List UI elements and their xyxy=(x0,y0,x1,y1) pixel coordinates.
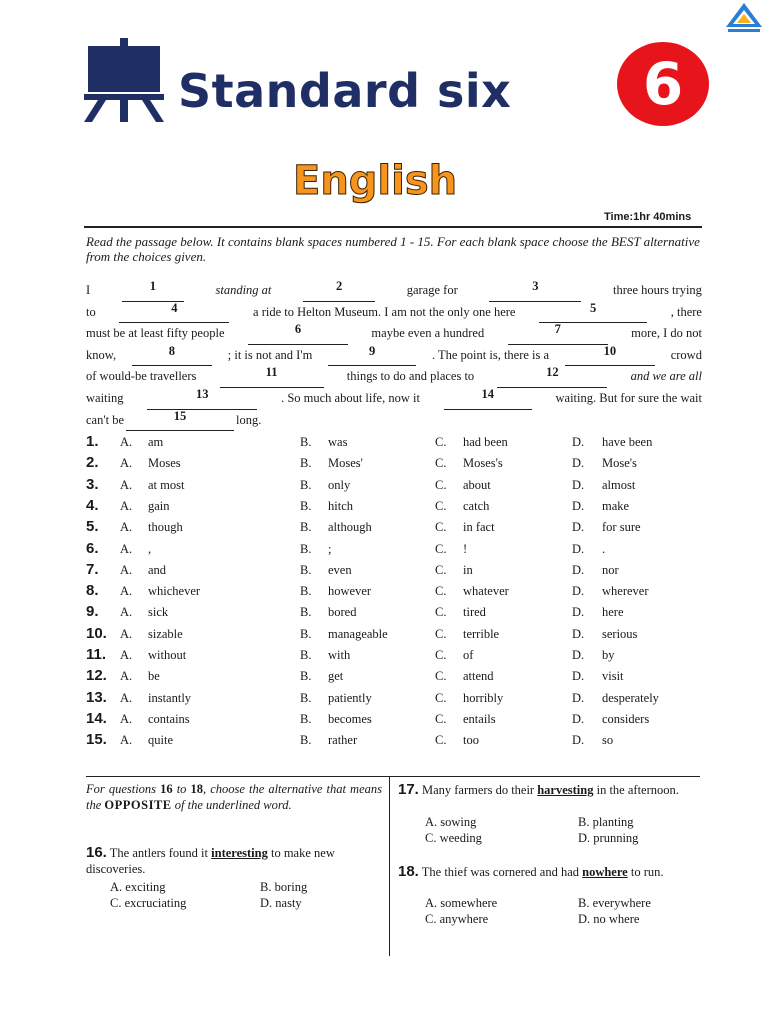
option-letter-c: C. xyxy=(435,733,447,748)
passage-instructions: Read the passage below. It contains blank spaces numbered 1 - 15. For each blank space choose the BEST alternative from the choices given. xyxy=(86,234,700,264)
passage-line: waiting 13 . So much about life, now it 14 waiting. But for sure the wait xyxy=(86,388,702,410)
question-number: 9. xyxy=(86,603,99,621)
header-divider xyxy=(84,226,702,228)
q18-option-b: B. everywhere xyxy=(578,896,651,910)
option-letter-c: C. xyxy=(435,648,447,662)
blank-6: 6 xyxy=(248,323,348,345)
blank-7: 7 xyxy=(508,323,608,345)
underlined-word: interesting xyxy=(211,846,268,860)
passage-line: to 4 a ride to Helton Museum. I am not the only one here 5 , there xyxy=(86,302,702,324)
option-c: whatever xyxy=(463,584,509,599)
option-d: serious xyxy=(602,626,638,641)
blackboard-easel-icon xyxy=(84,38,164,122)
subject-title: English xyxy=(293,158,458,204)
grade-badge xyxy=(613,38,713,130)
blank-2: 2 xyxy=(303,280,375,302)
option-d: for sure xyxy=(602,520,641,535)
option-letter-b: B. xyxy=(300,498,312,513)
option-letter-d: D. xyxy=(572,456,585,471)
q17-option-d: D. prunning xyxy=(578,831,639,845)
blank-3: 3 xyxy=(489,280,581,302)
q18-option-d: D. no where xyxy=(578,912,640,926)
option-b: bored xyxy=(328,605,357,620)
passage-line: must be at least fifty people 6 maybe even a hundred 7 more, I do not xyxy=(86,323,702,345)
option-letter-a: A. xyxy=(120,733,133,748)
option-c: in fact xyxy=(463,520,495,535)
question-number: 4. xyxy=(86,496,99,514)
question-number: 12. xyxy=(86,667,107,685)
question-row xyxy=(86,560,696,584)
blank-13: 13 xyxy=(147,388,257,410)
option-letter-a: A. xyxy=(120,584,133,599)
underlined-word: nowhere xyxy=(582,865,628,879)
question-row xyxy=(86,669,696,690)
question-number: 7. xyxy=(86,560,99,578)
option-letter-b: B. xyxy=(300,711,312,726)
option-a: instantly xyxy=(148,690,192,705)
question-row xyxy=(86,605,696,626)
blank-9: 9 xyxy=(328,345,416,367)
option-letter-d: D. xyxy=(572,733,585,748)
option-letter-d: D. xyxy=(572,690,585,705)
q17-option-a: A. sowing xyxy=(425,815,477,829)
question-row xyxy=(86,648,696,669)
question-row xyxy=(86,496,696,520)
option-d: . xyxy=(602,541,606,556)
question-row xyxy=(86,624,696,648)
option-c: Moses's xyxy=(463,456,503,471)
option-letter-d: D. xyxy=(572,541,585,556)
q16-option-a: A. exciting xyxy=(110,880,166,894)
option-letter-c: C. xyxy=(435,498,447,513)
option-letter-d: D. xyxy=(572,626,585,641)
question-number: 3. xyxy=(86,475,99,493)
option-letter-a: A. xyxy=(120,456,133,471)
option-letter-d: D. xyxy=(572,711,585,726)
question-number: 13. xyxy=(86,688,107,706)
question-number: 6. xyxy=(86,539,99,557)
passage-line: can't be 15 long. xyxy=(86,410,702,432)
option-a: sizable xyxy=(148,626,183,641)
option-letter-a: A. xyxy=(120,711,133,726)
blank-8: 8 xyxy=(132,345,212,367)
option-c: ! xyxy=(463,541,468,556)
option-letter-d: D. xyxy=(572,520,585,535)
option-b: with xyxy=(328,648,351,662)
question-row xyxy=(86,584,696,605)
option-b: only xyxy=(328,477,351,492)
option-letter-a: A. xyxy=(120,626,133,641)
time-allowed: Time:1hr 40mins xyxy=(604,211,692,223)
section-divider xyxy=(86,776,700,777)
question-number: 2. xyxy=(86,454,99,472)
option-b: ; xyxy=(328,541,332,556)
option-letter-c: C. xyxy=(435,520,447,535)
option-c: entails xyxy=(463,711,496,726)
option-b: get xyxy=(328,669,344,684)
option-d: visit xyxy=(602,669,624,684)
option-letter-a: A. xyxy=(120,669,133,684)
q16-option-c: C. excruciating xyxy=(110,896,187,910)
option-c: had been xyxy=(463,435,508,449)
option-a: without xyxy=(148,648,187,662)
option-b: even xyxy=(328,562,352,577)
option-c: horribly xyxy=(463,690,504,705)
passage-line: I 1 standing at 2 garage for 3 three hours trying xyxy=(86,280,702,302)
option-letter-b: B. xyxy=(300,648,312,662)
option-letter-a: A. xyxy=(120,562,133,577)
question-number: 5. xyxy=(86,518,99,536)
blank-14: 14 xyxy=(444,388,532,410)
question-row xyxy=(86,456,696,477)
question-17: 17. Many farmers do their harvesting in the afternoon. xyxy=(398,781,679,798)
q17-option-b: B. planting xyxy=(578,815,634,829)
option-d: considers xyxy=(602,711,650,726)
option-c: in xyxy=(463,562,473,577)
question-row xyxy=(86,435,696,456)
option-a: Moses xyxy=(148,456,181,471)
option-letter-a: A. xyxy=(120,605,133,620)
question-number: 1. xyxy=(86,433,99,450)
option-letter-c: C. xyxy=(435,562,447,577)
question-row xyxy=(86,688,696,712)
option-c: terrible xyxy=(463,626,500,641)
question-row xyxy=(86,709,696,733)
option-a: whichever xyxy=(148,584,201,599)
option-a: , xyxy=(148,541,152,556)
option-letter-b: B. xyxy=(300,541,312,556)
option-letter-c: C. xyxy=(435,477,447,492)
question-number: 15. xyxy=(86,731,107,749)
option-b: however xyxy=(328,584,372,599)
option-d: almost xyxy=(602,477,636,492)
option-a: at most xyxy=(148,477,185,492)
option-b: patiently xyxy=(328,690,372,705)
option-c: tired xyxy=(463,605,486,620)
option-letter-c: C. xyxy=(435,435,447,449)
option-c: of xyxy=(463,648,474,662)
option-letter-b: B. xyxy=(300,477,312,492)
option-letter-b: B. xyxy=(300,435,312,449)
option-letter-d: D. xyxy=(572,584,585,599)
option-d: Mose's xyxy=(602,456,637,471)
option-a: contains xyxy=(148,711,190,726)
blank-15: 15 xyxy=(126,410,234,432)
option-d: desperately xyxy=(602,690,659,705)
blank-11: 11 xyxy=(220,366,324,388)
option-letter-a: A. xyxy=(120,435,133,449)
question-number: 10. xyxy=(86,624,107,642)
q18-option-a: A. somewhere xyxy=(425,896,498,910)
option-letter-c: C. xyxy=(435,605,447,620)
option-letter-b: B. xyxy=(300,733,312,748)
cloze-passage xyxy=(86,280,702,431)
blank-5: 5 xyxy=(539,302,647,324)
option-letter-c: C. xyxy=(435,711,447,726)
option-a: and xyxy=(148,562,167,577)
option-letter-b: B. xyxy=(300,690,312,705)
blank-1: 1 xyxy=(122,280,184,302)
q16-option-d: D. nasty xyxy=(260,896,302,910)
option-letter-b: B. xyxy=(300,669,312,684)
option-letter-d: D. xyxy=(572,648,585,662)
option-b: becomes xyxy=(328,711,372,726)
blank-10: 10 xyxy=(565,345,655,367)
question-row xyxy=(86,475,696,499)
question-row xyxy=(86,733,696,754)
option-letter-c: C. xyxy=(435,456,447,471)
option-b: manageable xyxy=(328,626,388,641)
option-letter-d: D. xyxy=(572,435,585,449)
passage-line: of would-be travellers 11 things to do and places to 12 and we are all xyxy=(86,366,702,388)
question-row xyxy=(86,520,696,541)
q17-option-c: C. weeding xyxy=(425,831,482,845)
option-c: too xyxy=(463,733,479,748)
option-a: quite xyxy=(148,733,173,748)
blank-12: 12 xyxy=(497,366,607,388)
option-b: rather xyxy=(328,733,358,748)
column-divider xyxy=(389,776,390,956)
question-number: 8. xyxy=(86,582,99,600)
question-row xyxy=(86,539,696,563)
q18-option-c: C. anywhere xyxy=(425,912,489,926)
option-a: am xyxy=(148,435,164,449)
option-letter-a: A. xyxy=(120,477,133,492)
option-letter-b: B. xyxy=(300,584,312,599)
option-a: gain xyxy=(148,498,170,513)
option-letter-c: C. xyxy=(435,690,447,705)
option-letter-d: D. xyxy=(572,477,585,492)
underlined-word: harvesting xyxy=(537,783,594,797)
option-a: be xyxy=(148,669,160,684)
option-a: sick xyxy=(148,605,169,620)
option-letter-a: A. xyxy=(120,690,133,705)
option-d: have been xyxy=(602,435,653,449)
option-d: so xyxy=(602,733,614,748)
option-d: nor xyxy=(602,562,619,577)
option-letter-b: B. xyxy=(300,456,312,471)
option-letter-b: B. xyxy=(300,626,312,641)
option-letter-c: C. xyxy=(435,541,447,556)
question-number: 14. xyxy=(86,709,107,727)
corner-logo-icon xyxy=(724,2,764,36)
grade-badge-number: 6 xyxy=(642,50,684,118)
option-d: wherever xyxy=(602,584,649,599)
option-b: hitch xyxy=(328,498,353,513)
option-b: Moses' xyxy=(328,456,363,471)
option-d: here xyxy=(602,605,624,620)
option-letter-d: D. xyxy=(572,562,585,577)
option-b: although xyxy=(328,520,372,535)
option-c: catch xyxy=(463,498,490,513)
option-letter-d: D. xyxy=(572,498,585,513)
option-d: make xyxy=(602,498,630,513)
option-letter-a: A. xyxy=(120,541,133,556)
option-letter-b: B. xyxy=(300,605,312,620)
question-16: 16. The antlers found it interesting to make new discoveries. xyxy=(86,844,335,876)
option-a: though xyxy=(148,520,183,535)
option-c: attend xyxy=(463,669,494,684)
option-letter-d: D. xyxy=(572,669,585,684)
passage-line: know, 8 ; it is not and I'm 9 . The point is, there is a 10 crowd xyxy=(86,345,702,367)
option-letter-c: C. xyxy=(435,584,447,599)
section2-instructions: For questions 16 to 18, choose the alternative that means the OPPOSITE of the underlined word. xyxy=(86,782,382,812)
option-letter-c: C. xyxy=(435,669,447,684)
option-d: by xyxy=(602,648,615,662)
q16-option-b: B. boring xyxy=(260,880,308,894)
option-letter-a: A. xyxy=(120,498,133,513)
blank-4: 4 xyxy=(119,302,229,324)
option-b: was xyxy=(328,435,348,449)
option-letter-d: D. xyxy=(572,605,585,620)
question-18: 18. The thief was cornered and had nowhere to run. xyxy=(398,863,664,880)
option-letter-b: B. xyxy=(300,562,312,577)
option-letter-c: C. xyxy=(435,626,447,641)
option-letter-a: A. xyxy=(120,648,133,662)
question-number: 11. xyxy=(86,646,107,663)
option-letter-b: B. xyxy=(300,520,312,535)
option-letter-a: A. xyxy=(120,520,133,535)
page-title: Standard six xyxy=(178,64,512,118)
option-c: about xyxy=(463,477,491,492)
